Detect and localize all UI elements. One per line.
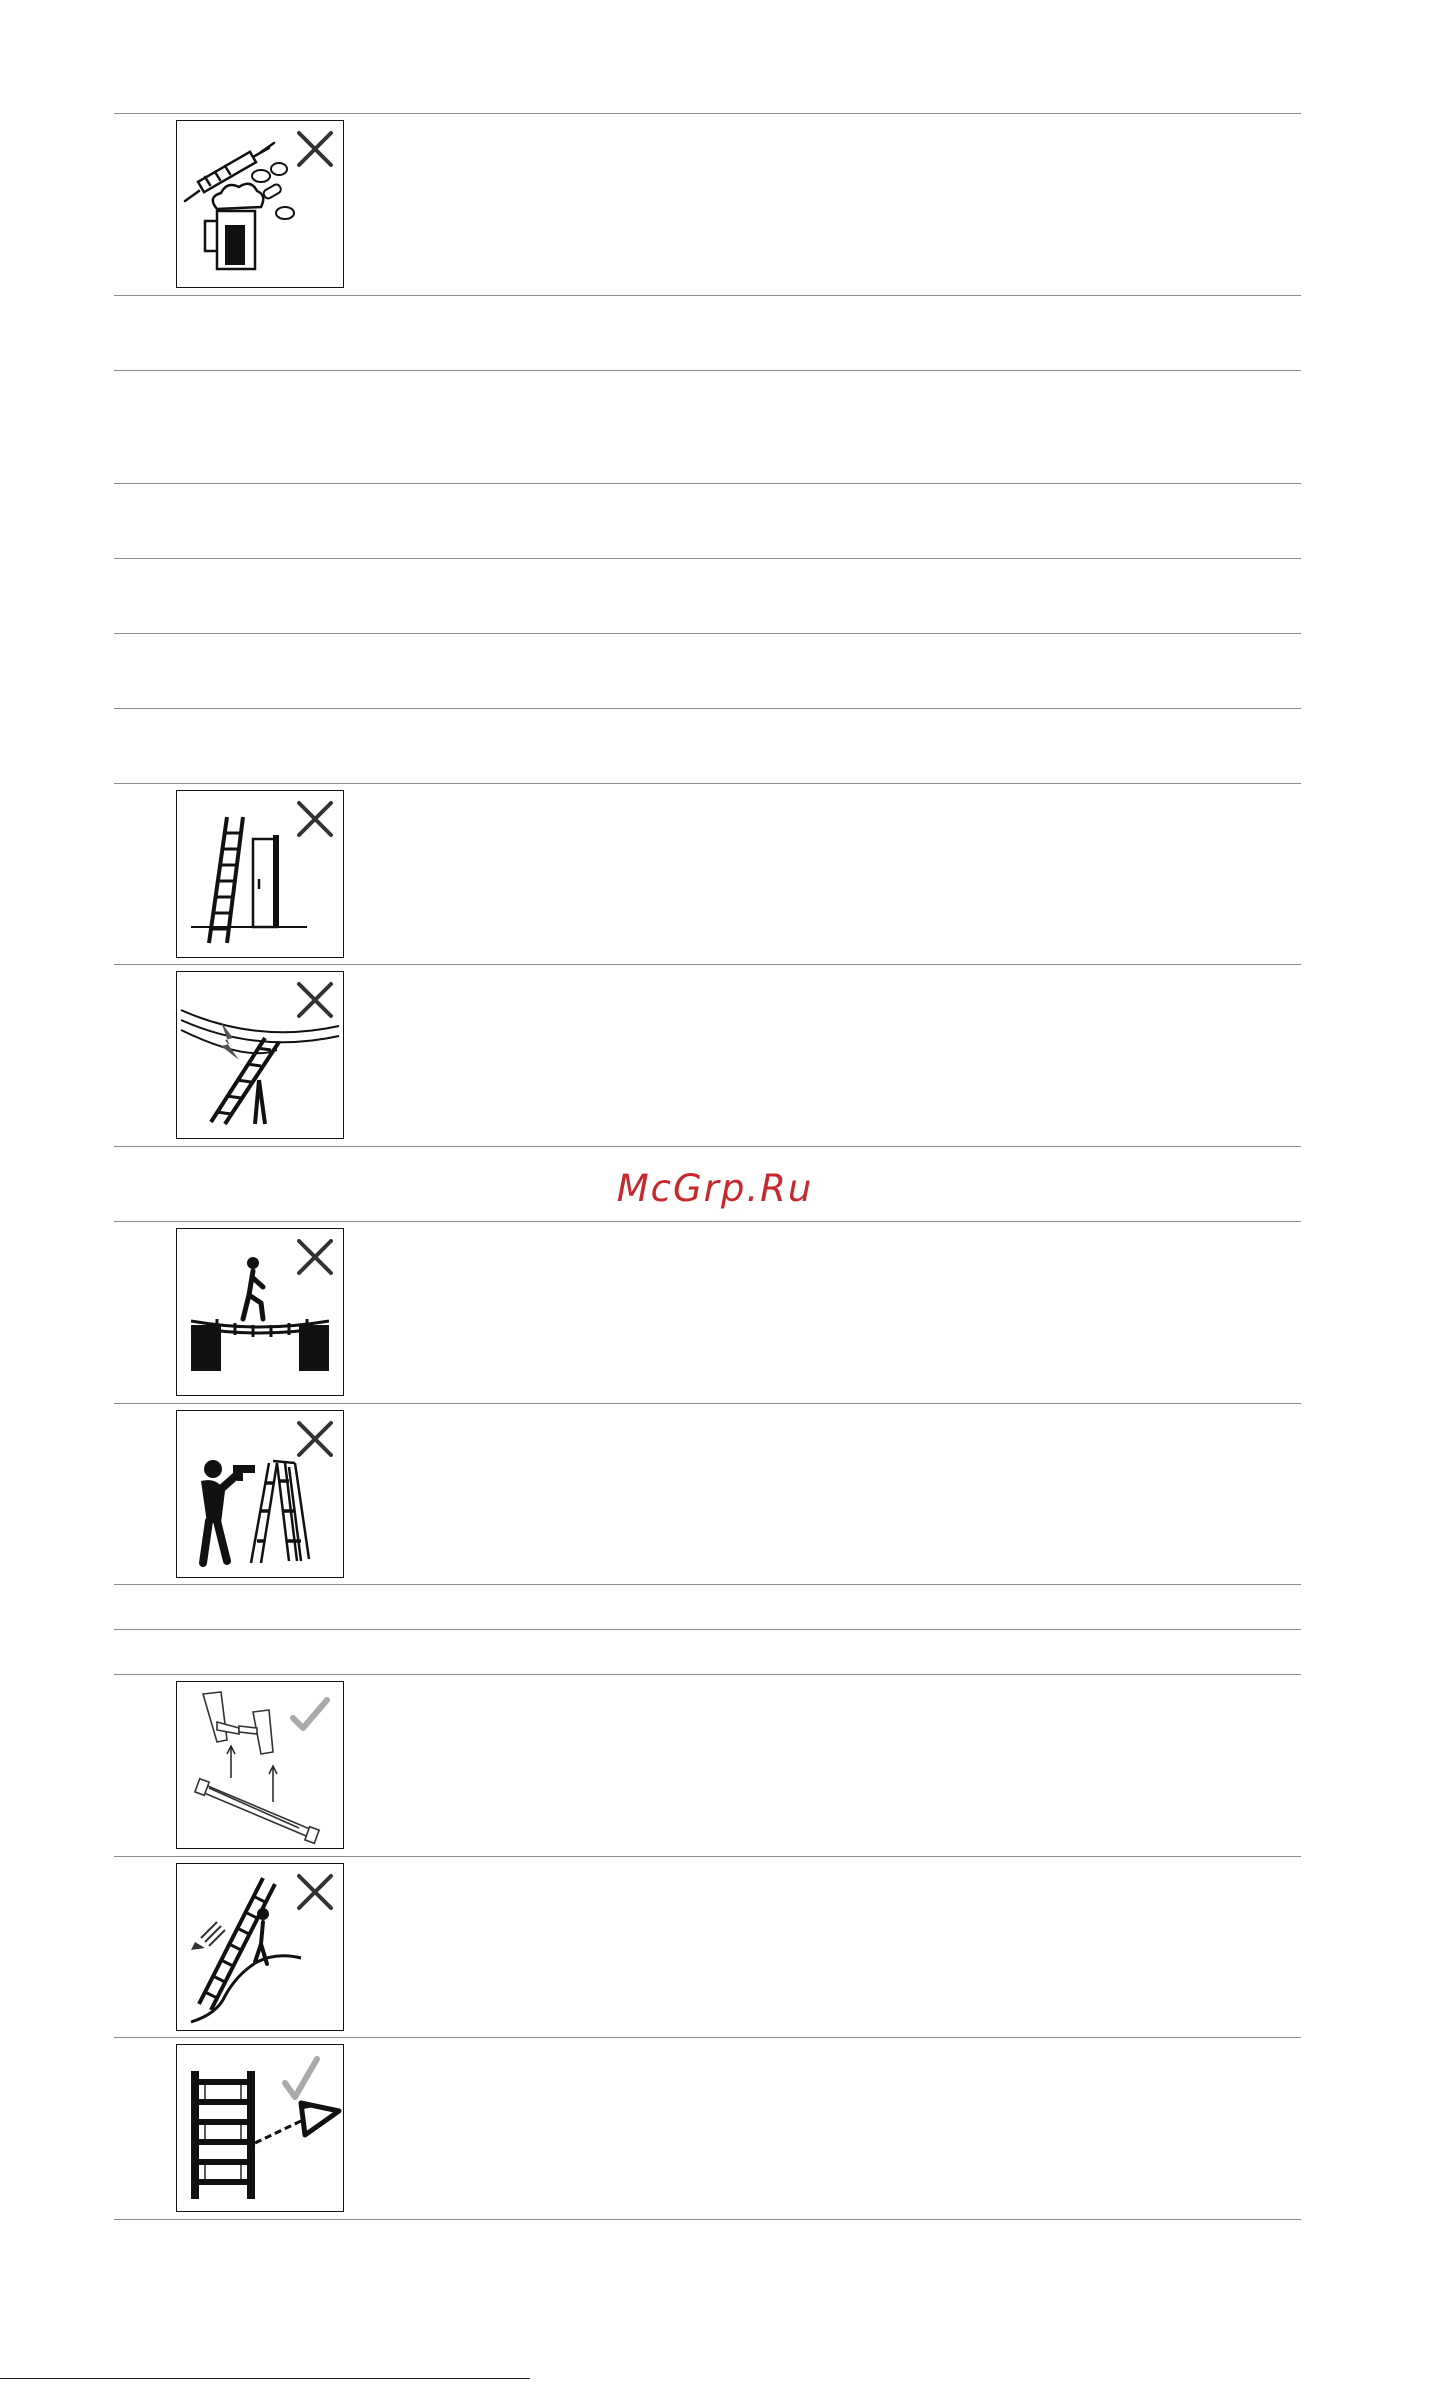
syringe-pills-beer-icon xyxy=(177,121,342,286)
ladder-visual-inspection-icon xyxy=(177,2045,342,2210)
table-rule xyxy=(114,1674,1301,1675)
fit-stabiliser-bar-panel xyxy=(176,1681,344,1849)
check-icon xyxy=(293,1700,327,1728)
ladder-bridge-icon xyxy=(177,1229,342,1394)
table-rule xyxy=(114,113,1301,114)
ladder-power-lines-icon xyxy=(177,972,342,1137)
table-rule xyxy=(114,1221,1301,1222)
table-rule xyxy=(114,964,1301,965)
person-drilling-ladder-icon xyxy=(177,1411,342,1576)
table-rule xyxy=(114,2037,1301,2038)
cross-icon xyxy=(299,984,331,1016)
watermark: McGrp.Ru xyxy=(616,1167,814,1210)
inspect-ladder-panel xyxy=(176,2044,344,2212)
table-rule xyxy=(114,708,1301,709)
table-rule xyxy=(114,295,1301,296)
no-ladder-on-slope-panel xyxy=(176,1863,344,2031)
cross-icon xyxy=(299,803,331,835)
footer-rule xyxy=(0,2378,530,2379)
no-drugs-alcohol-panel xyxy=(176,120,344,288)
cross-icon xyxy=(299,1423,331,1455)
table-rule xyxy=(114,1629,1301,1630)
no-ladder-in-front-of-door-panel xyxy=(176,790,344,958)
cross-icon xyxy=(299,133,331,165)
no-drilling-sideways-panel xyxy=(176,1410,344,1578)
table-rule xyxy=(114,1146,1301,1147)
table-rule xyxy=(114,2219,1301,2220)
table-rule xyxy=(114,370,1301,371)
table-rule xyxy=(114,558,1301,559)
table-rule xyxy=(114,1584,1301,1585)
ladder-slipping-slope-icon xyxy=(177,1864,342,2029)
table-rule xyxy=(114,1856,1301,1857)
table-rule xyxy=(114,783,1301,784)
cross-icon xyxy=(299,1241,331,1273)
ladder-against-door-icon xyxy=(177,791,342,956)
footer-text xyxy=(572,2370,882,2378)
table-rule xyxy=(114,633,1301,634)
stabiliser-bar-assembly-icon xyxy=(177,1682,342,1847)
no-ladder-as-bridge-panel xyxy=(176,1228,344,1396)
no-ladder-near-power-lines-panel xyxy=(176,971,344,1139)
check-icon xyxy=(285,2059,317,2097)
cross-icon xyxy=(299,1876,331,1908)
table-rule xyxy=(114,483,1301,484)
table-rule xyxy=(114,1403,1301,1404)
